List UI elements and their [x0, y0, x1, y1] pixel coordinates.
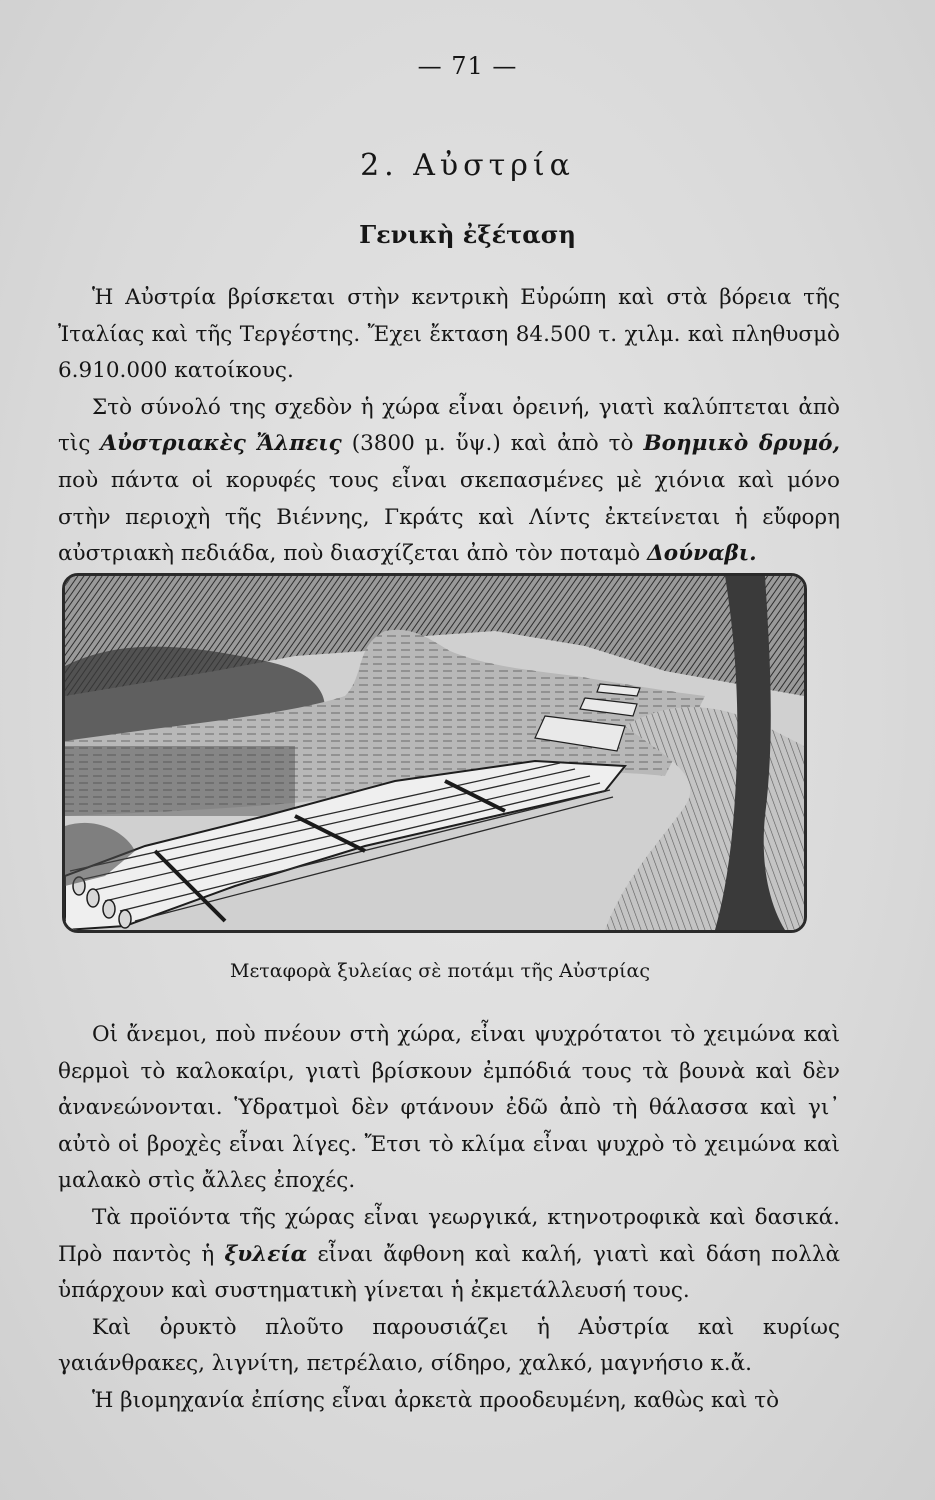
river-raft-drawing — [65, 576, 804, 930]
text-block-top — [58, 280, 840, 573]
timber-term: ξυλεία — [224, 1241, 308, 1267]
chapter-title: 2. Αὐστρία — [360, 148, 575, 183]
paragraph-climate: Οἱ ἄνεμοι, ποὺ πνέουν στὴ χώρα, εἶναι ψυχρότατοι τὸ χειμώνα καὶ θερμοὶ τὸ καλοκαίρι, γιατὶ βρίσκουν ἐμπόδιά τους τὰ βουνὰ καὶ δὲν ἀνανεώνονται. Ὑδρατμοὶ δὲν φτάνουν ἐδῶ ἀπὸ τὴ θάλασσα καὶ γι᾿ αὐτὸ οἱ βροχὲς εἶναι λίγες. Ἔτσι τὸ κλίμα εἶναι ψυχρὸ τὸ χειμώνα καὶ μαλακὸ στὶς ἄλλες ἐποχές. — [58, 1022, 840, 1194]
terrain-text-end: ποὺ πάντα οἱ κορυφές τους εἶναι σκεπασμένες μὲ χιόνια καὶ μόνο στὴν περιοχὴ τῆς Βιέννης, Γκράτς καὶ Λίντς ἐκτείνεται ἡ εὔφορη αὐστριακὴ πεδιάδα, ποὺ διασχίζεται ἀπὸ τὸν ποταμὸ — [58, 467, 840, 567]
products-text-start: Τὰ προϊόντα τῆς χώρας εἶναι γεωργικά, κτηνοτροφικὰ καὶ δασικά. Πρὸ παντὸς ἡ — [58, 1204, 840, 1267]
timber-raft-illustration — [62, 573, 807, 933]
paragraph-terrain — [58, 390, 840, 573]
page-number: — 71 — — [417, 52, 518, 80]
bohemian-forest-term: Βοημικὸ δρυμό, — [643, 431, 840, 457]
paragraph-location: Ἡ Αὐστρία βρίσκεται στὴν κεντρικὴ Εὐρώπη καὶ στὰ βόρεια τῆς Ἰταλίας καὶ τῆς Τεργέστης. Ἔχει ἔκταση 84.500 τ. χιλμ. καὶ πληθυσμὸ 6.910.000 κατοίκους. — [58, 285, 840, 384]
paragraph-minerals: Καὶ ὀρυκτὸ πλοῦτο παρουσιάζει ἡ Αὐστρία καὶ κυρίως γαιάνθρακες, λιγνίτη, πετρέλαιο, σίδηρο, χαλκό, μαγνήσιο κ.ἄ. — [58, 1314, 840, 1377]
products-text-end: εἶναι ἄφθονη καὶ καλή, γιατὶ καὶ δάση πολλὰ ὑπάρχουν καὶ συστηματικὴ γίνεται ἡ ἐκμετάλλευσή τους. — [58, 1241, 840, 1304]
paragraph-products — [58, 1200, 840, 1310]
paragraph-industry: Ἡ βιομηχανία ἐπίσης εἶναι ἀρκετὰ προοδευμένη, καθὼς καὶ τὸ — [92, 1387, 780, 1413]
section-title: Γενικὴ ἐξέταση — [359, 220, 576, 249]
danube-term: Δούναβι. — [647, 541, 757, 567]
terrain-text-middle: (3800 μ. ὕψ.) καὶ ἀπὸ τὸ — [351, 431, 634, 457]
figure-caption: Μεταφορὰ ξυλείας σὲ ποτάμι τῆς Αὐστρίας — [229, 960, 650, 982]
terrain-text-start: Στὸ σύνολό της σχεδὸν ἡ χώρα εἶναι ὀρεινή, γιατὶ καλύπτεται ἀπὸ τὶς — [58, 394, 840, 457]
austrian-alps-term: Αὐστριακὲς Ἄλπεις — [100, 431, 342, 457]
text-block-bottom — [58, 1017, 840, 1420]
